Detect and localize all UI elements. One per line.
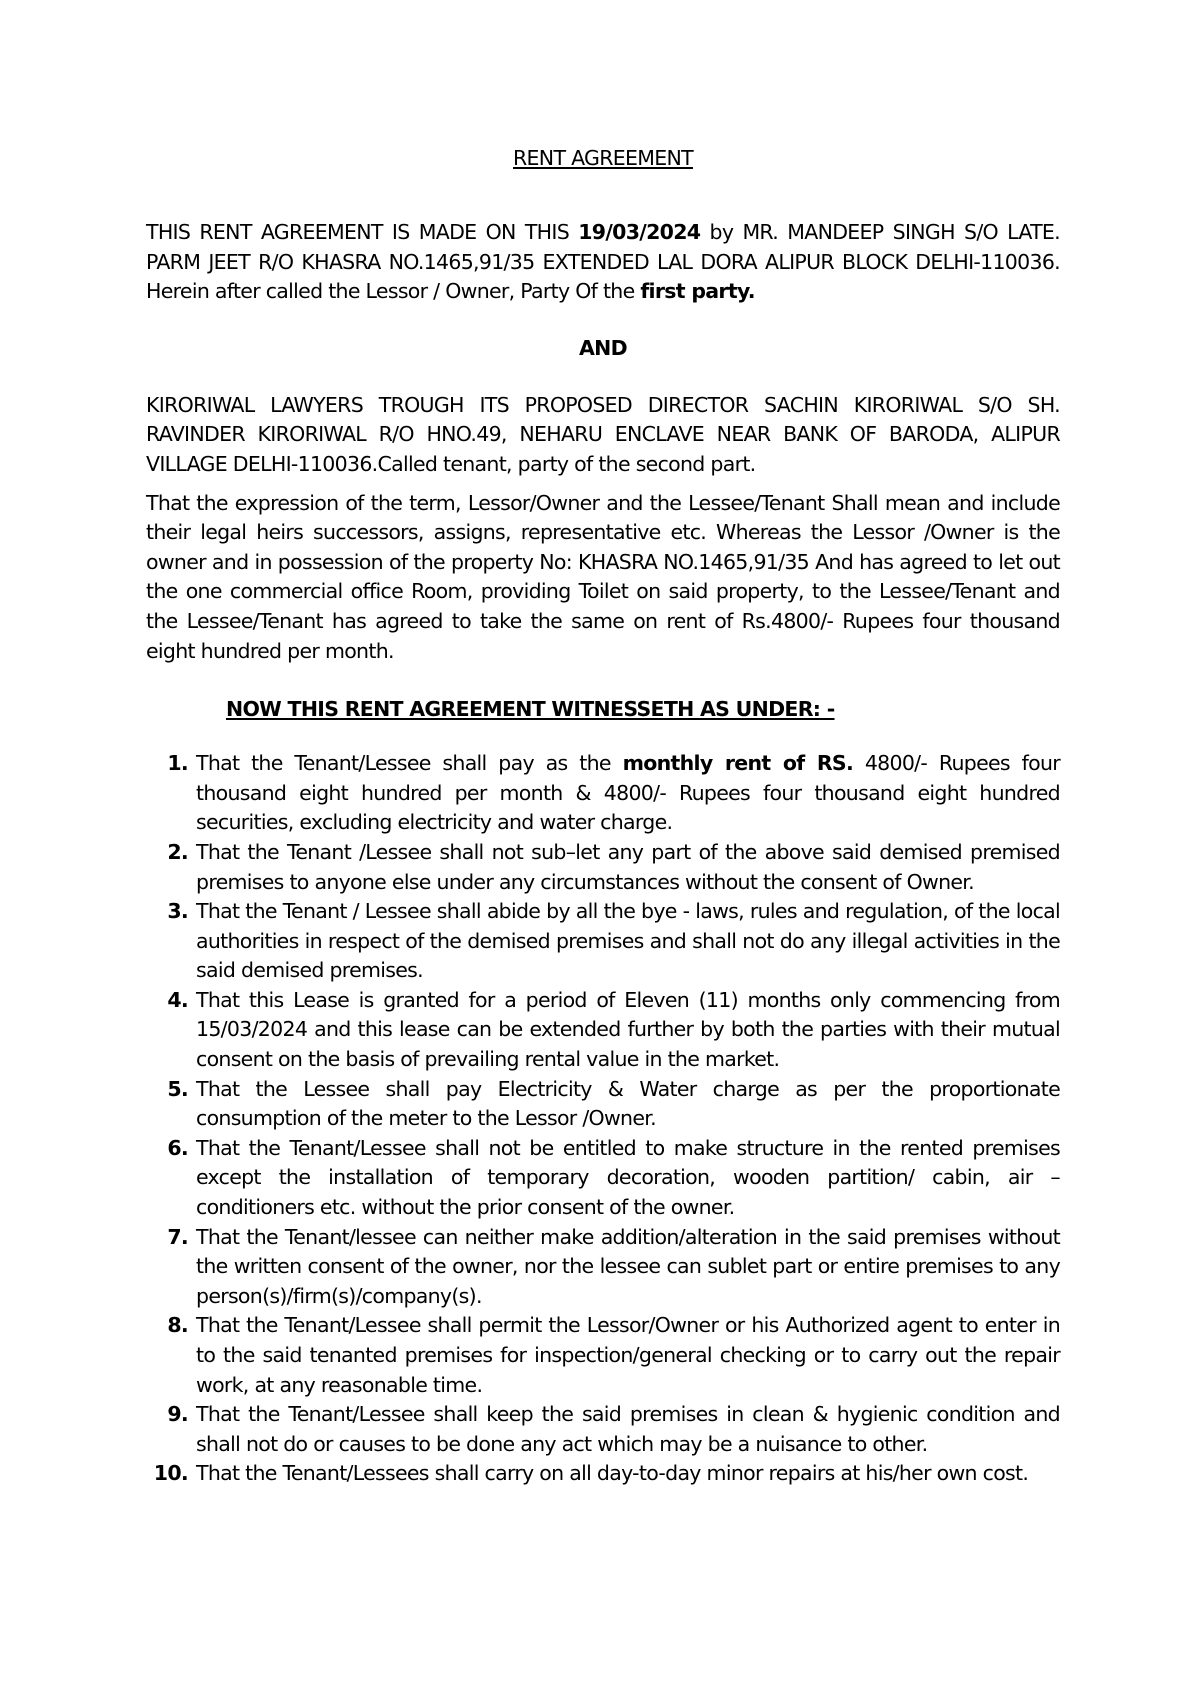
- clause-number: 3.: [167, 899, 188, 924]
- and-separator: AND: [579, 335, 627, 360]
- clause-text: That the Tenant /Lessee shall not sub–let any part of the above said demised premised premises to anyone else under any circumstances without the consent of Owner.: [196, 839, 1060, 894]
- second-party-paragraph: KIRORIWAL LAWYERS TROUGH ITS PROPOSED DIRECTOR SACHIN KIRORIWAL S/O SH. RAVINDER KIRORIWAL R/O HNO.49, NEHARU ENCLAVE NEAR BANK OF BARODA, ALIPUR VILLAGE DELHI-110036.Called tenant, party of the second part.: [146, 392, 1060, 476]
- clause-text: That the Tenant/Lessee shall not be entitled to make structure in the rented premises except the installation of temporary decoration, wooden partition/ cabin, air – conditioners etc. without the prior consent of the owner.: [196, 1135, 1060, 1220]
- clause-number: 5.: [167, 1076, 188, 1101]
- clause-text: That this Lease is granted for a period of Eleven (11) months only commencing from 15/03/2024 and this lease can be extended further by both the parties with their mutual consent on the basis of prevailing rental value in the market.: [196, 987, 1060, 1072]
- clause-number: 1.: [167, 751, 188, 776]
- clause-item: [146, 1134, 1060, 1223]
- clause-text: [196, 749, 1060, 838]
- intro-text-middle: by MR. MANDEEP SINGH S/O LATE. PARM JEET R/O KHASRA NO.1465,91/35 EXTENDED LAL DORA ALIPUR BLOCK DELHI-110036. Herein after called the Lessor / Owner, Party Of the: [146, 220, 1060, 304]
- clause-text: That the Tenant/lessee can neither make addition/alteration in the said premises without the written consent of the owner, nor the lessee can sublet part or entire premises to any person(s)/firm(s)/company(s).: [196, 1224, 1060, 1308]
- clause-item: [146, 1311, 1060, 1400]
- clause-text-start: That the Tenant/Lessee shall pay as the: [196, 751, 623, 776]
- agreement-date: 19/03/2024: [578, 220, 701, 244]
- clause-text: That the Tenant / Lessee shall abide by all the bye - laws, rules and regulation, of the local authorities in respect of the demised premises and shall not do any illegal activities in the said demised premises.: [196, 899, 1060, 983]
- expression-paragraph: That the expression of the term, Lessor/Owner and the Lessee/Tenant Shall mean and include their legal heirs successors, assigns, representative etc. Whereas the Lessor /Owner is the owner and in possession of the property No: KHASRA NO.1465,91/35 And has agreed to let out the one commercial office Room, providing Toilet on said property, to the Lessee/Tenant and the Lessee/Tenant has agreed to take the same on rent of Rs.4800/- Rupees four thousand eight hundred per month.: [146, 490, 1060, 663]
- clause-text: That the Tenant/Lessee shall permit the Lessor/Owner or his Authorized agent to enter in to the said tenanted premises for inspection/general checking or to carry out the repair work, at any reasonable time.: [196, 1313, 1060, 1397]
- witness-heading: NOW THIS RENT AGREEMENT WITNESSETH AS UNDER: -: [226, 697, 835, 722]
- clause-number: 7.: [167, 1224, 188, 1249]
- first-party-label: first party.: [640, 279, 755, 304]
- clause-text-end: 4800/- Rupees four thousand eight hundred per month & 4800/- Rupees four thousand eight hundred securities, excluding electricity and water charge.: [196, 751, 1061, 835]
- clause-number: 2.: [167, 839, 188, 864]
- clause-item: [146, 897, 1060, 986]
- clause-number: 9.: [167, 1402, 188, 1427]
- intro-paragraph: [146, 218, 1060, 307]
- clause-number: 10.: [153, 1461, 188, 1486]
- clause-item: [146, 986, 1060, 1075]
- clause-text: That the Tenant/Lessees shall carry on all day-to-day minor repairs at his/her own cost.: [196, 1461, 1029, 1486]
- document-title: RENT AGREEMENT: [513, 146, 693, 170]
- clause-number: 4.: [167, 987, 188, 1012]
- clause-text: That the Tenant/Lessee shall keep the said premises in clean & hygienic condition and shall not do or causes to be done any act which may be a nuisance to other.: [196, 1402, 1060, 1456]
- clause-number: 8.: [167, 1313, 188, 1338]
- clause-list: [146, 749, 1060, 1489]
- clause-item: [146, 1075, 1060, 1134]
- monthly-rent-label: monthly rent of RS.: [622, 751, 854, 776]
- clause-item: [146, 749, 1060, 838]
- clause-number: 6.: [167, 1135, 188, 1160]
- document-page: [146, 144, 1060, 1489]
- clause-item: [146, 1400, 1060, 1459]
- clause-item: [146, 1223, 1060, 1312]
- clause-item: [146, 1459, 1060, 1489]
- clause-item: [146, 838, 1060, 897]
- clause-text: That the Lessee shall pay Electricity & Water charge as per the proportionate consumption of the meter to the Lessor /Owner.: [196, 1076, 1060, 1131]
- intro-text-start: THIS RENT AGREEMENT IS MADE ON THIS: [146, 220, 579, 244]
